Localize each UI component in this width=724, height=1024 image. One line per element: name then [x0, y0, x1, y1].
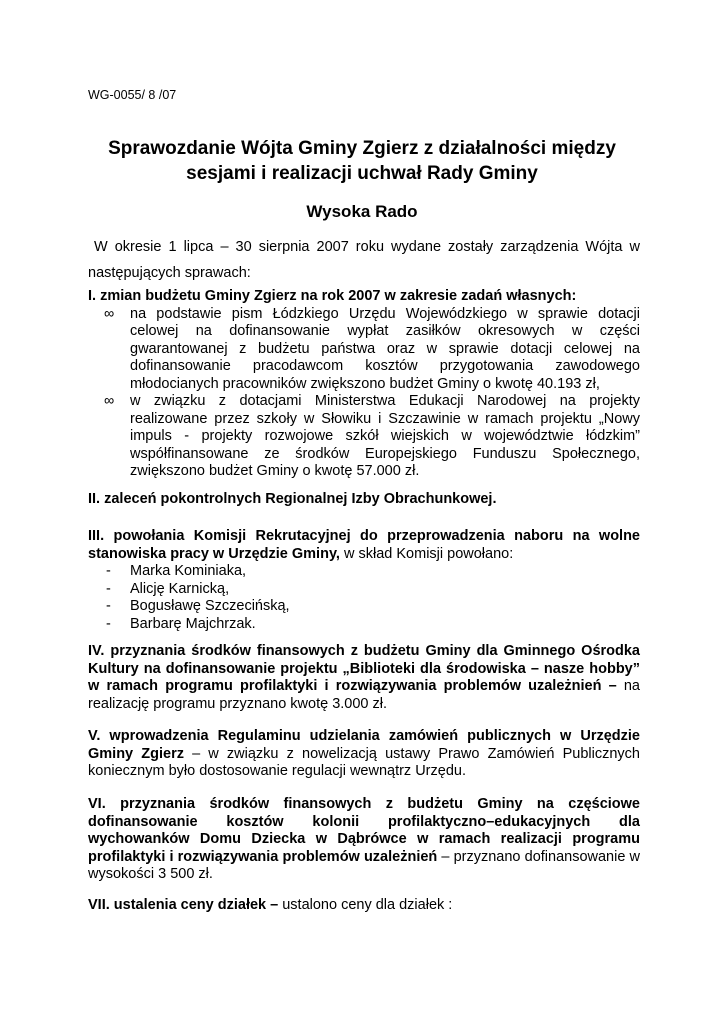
member-name: Bogusławę Szczecińską,: [130, 598, 290, 614]
section-6-heading: VI. przyznania środków finansowych z budżetu Gminy na częściowe dofinansowanie kosztów kolonii profilaktyczno–edukacyjnych dla wychowanków Domu Dziecka w Dąbrówce w ramach realizacji programu profilaktyki i rozwiązywania problemów uzależnień: [88, 796, 640, 865]
section-6-text: – przyznano dofinansowanie w wysokości 3 500 zł.: [88, 848, 640, 882]
member-name: Barbarę Majchrzak.: [130, 615, 256, 632]
section-3: [88, 528, 640, 633]
list-item-text: w związku z dotacjami Ministerstwa Edukacji Narodowej na projekty realizowane przez szkoły w Słowiku i Szczawinie w ramach projektu „Nowy impuls - projekty rozwojowe szkół wiejskich w województwie łódzkim” współfinansowane ze środków Europejskiego Funduszu Społecznego, zwiększono budżet Gminy o kwotę 57.000 zł.: [130, 393, 640, 479]
report-title: [60, 136, 664, 186]
section-4-text: na realizację programu przyznano kwotę 3.000 zł.: [88, 678, 640, 712]
list-item: [88, 563, 640, 581]
title-line: Sprawozdanie Wójta Gminy Zgierz z działalności między: [108, 138, 616, 159]
reference-number: WG-0055/ 8 /07: [88, 88, 177, 102]
title-line: sesjami i realizacji uchwał Rady Gminy: [186, 163, 538, 184]
member-name: Marka Kominiaka,: [130, 563, 247, 579]
greeting: Wysoka Rado: [306, 202, 418, 221]
intro-text: W okresie 1 lipca – 30 sierpnia 2007 roku wydane zostały zarządzenia Wójta w następujących sprawach:: [88, 239, 640, 281]
section-6: [88, 796, 640, 884]
section-3-paragraph: [88, 528, 640, 563]
dash-bullet-icon: -: [106, 615, 111, 632]
list-item: [88, 598, 640, 616]
list-item: [88, 306, 640, 394]
section-1-heading: I. zmian budżetu Gminy Zgierz na rok 2007 w zakresie zadań własnych:: [88, 288, 577, 304]
dash-bullet-icon: -: [106, 580, 111, 597]
infinity-bullet-icon: ∞: [104, 305, 115, 322]
section-5-text: – w związku z nowelizacją ustawy Prawo Zamówień Publicznych koniecznym było dostosowanie regulacji wewnątrz Urzędu.: [88, 745, 640, 779]
dash-bullet-icon: -: [106, 598, 111, 614]
list-item: [88, 581, 640, 599]
section-4: [88, 643, 640, 713]
section-1: [88, 288, 640, 481]
commission-members-list: [88, 563, 640, 633]
intro-paragraph: [88, 234, 640, 286]
section-1-list: [88, 306, 640, 481]
section-7: [88, 897, 640, 915]
list-item: [88, 393, 640, 481]
section-5: [88, 728, 640, 781]
section-2: [88, 491, 640, 509]
member-name: Alicję Karnicką,: [130, 580, 230, 597]
section-5-heading: V. wprowadzenia Regulaminu udzielania zamówień publicznych w Urzędzie Gminy Zgierz: [88, 728, 640, 762]
section-3-text: w skład Komisji powołano:: [339, 545, 514, 562]
section-3-heading: III. powołania Komisji Rekrutacyjnej do przeprowadzenia naboru na wolne stanowiska pracy w Urzędzie Gminy,: [88, 528, 640, 562]
dash-bullet-icon: -: [106, 563, 111, 579]
section-4-heading: IV. przyznania środków finansowych z budżetu Gminy dla Gminnego Ośrodka Kultury na dofinansowanie projektu „Biblioteki dla środowiska – nasze hobby” w ramach programu profilaktyki i rozwiązywania problemów uzależnień –: [88, 643, 640, 694]
list-item-text: na podstawie pism Łódzkiego Urzędu Wojewódzkiego w sprawie dotacji celowej na dofinansowanie wypłat zasiłków okresowych w części gwarantowanej z budżetu państwa oraz w sprawie dotacji celowej na dofinansowanie pracodawcom kosztów przygotowania zawodowego młodocianych pracowników zwiększono budżet Gminy o kwotę 40.193 zł,: [130, 305, 640, 392]
section-2-heading: II. zaleceń pokontrolnych Regionalnej Izby Obrachunkowej.: [88, 491, 497, 507]
section-7-heading: VII. ustalenia ceny działek –: [88, 897, 279, 913]
infinity-bullet-icon: ∞: [104, 393, 115, 409]
list-item: [88, 616, 640, 634]
section-7-text: ustalono ceny dla działek :: [278, 897, 453, 913]
